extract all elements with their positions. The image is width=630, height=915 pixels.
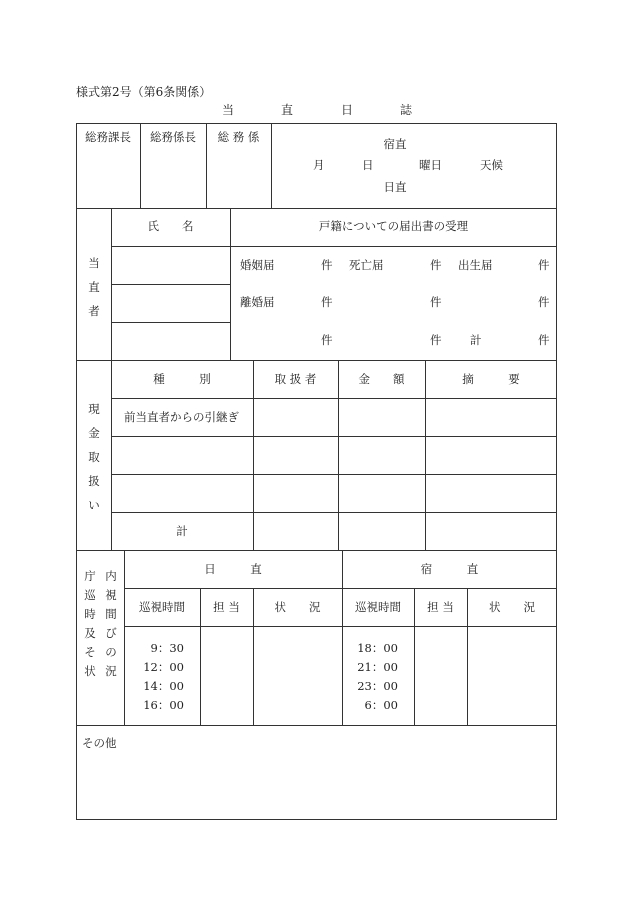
weekday-label: 曜日	[419, 158, 442, 172]
divider	[111, 398, 557, 399]
day-col-person: 担 当	[213, 600, 240, 614]
night-col-status: 状 況	[489, 600, 535, 614]
day-label: 日	[362, 158, 374, 172]
cash-col-amount: 金 額	[358, 372, 405, 386]
divider	[342, 550, 343, 725]
day-col-status: 状 況	[274, 600, 321, 614]
divider	[111, 360, 112, 550]
divider	[111, 436, 557, 437]
patrol-day-duty-header: 日 直	[204, 562, 262, 576]
koseki-total-label: 計	[470, 333, 482, 347]
divider	[124, 550, 125, 725]
night-duty-label: 宿直	[383, 137, 407, 151]
night-patrol-time: 18：00	[357, 641, 398, 655]
night-patrol-time: 23：00	[357, 679, 398, 693]
cash-total-label: 計	[176, 524, 188, 538]
divider	[425, 360, 426, 550]
duty-person-label: 当 直 者	[88, 256, 100, 318]
month-label: 月	[313, 158, 325, 172]
carryover-label: 前当直者からの引継ぎ	[124, 410, 239, 424]
count-unit: 件	[430, 333, 442, 347]
row-divider	[76, 360, 557, 361]
day-patrol-time: 12：00	[143, 660, 184, 674]
form-number: 様式第2号（第6条関係）	[76, 85, 212, 99]
cash-col-summary: 摘 要	[462, 372, 520, 386]
divider	[111, 512, 557, 513]
divorce-label: 離婚届	[240, 295, 275, 309]
count-unit: 件	[321, 295, 333, 309]
row-divider	[76, 550, 557, 551]
clerk-label: 総 務 係	[217, 130, 260, 144]
count-unit: 件	[430, 295, 442, 309]
day-col-time: 巡視時間	[139, 600, 185, 614]
title-char: 日	[341, 103, 354, 117]
night-col-person: 担 当	[427, 600, 454, 614]
count-unit: 件	[430, 258, 442, 272]
cash-col-type: 種 別	[153, 372, 211, 386]
title-char: 誌	[400, 103, 413, 117]
other-label: その他	[82, 736, 117, 750]
day-duty-label: 日直	[383, 180, 407, 194]
title-char: 直	[281, 103, 294, 117]
divider	[271, 123, 272, 208]
cash-col-handler: 取 扱 者	[274, 372, 317, 386]
birth-label: 出生届	[458, 258, 493, 272]
divider	[111, 246, 557, 247]
count-unit: 件	[538, 333, 550, 347]
divider	[111, 322, 230, 323]
patrol-label-right: 内 視 間 び の 況	[105, 569, 117, 678]
divider	[338, 360, 339, 550]
patrol-night-duty-header: 宿 直	[420, 562, 479, 576]
day-patrol-time: 14：00	[143, 679, 184, 693]
day-patrol-time: 9：30	[150, 641, 184, 655]
death-label: 死亡届	[349, 258, 384, 272]
count-unit: 件	[321, 333, 333, 347]
divider	[124, 588, 557, 589]
marriage-label: 婚姻届	[240, 258, 275, 272]
night-patrol-time: 21：00	[357, 660, 398, 674]
day-patrol-time: 16：00	[143, 698, 184, 712]
section-chief-label: 総務課長	[85, 130, 131, 144]
row-divider	[76, 725, 557, 726]
night-col-time: 巡視時間	[355, 600, 401, 614]
divider	[111, 474, 557, 475]
name-header: 氏 名	[147, 219, 194, 233]
subsection-chief-label: 総務係長	[150, 130, 196, 144]
title-char: 当	[222, 103, 235, 117]
koseki-header: 戸籍についての届出書の受理	[318, 219, 469, 233]
count-unit: 件	[538, 258, 550, 272]
divider	[253, 360, 254, 550]
divider	[124, 626, 557, 627]
row-divider	[76, 208, 557, 209]
weather-label: 天候	[480, 158, 503, 172]
divider	[111, 284, 230, 285]
count-unit: 件	[321, 258, 333, 272]
night-patrol-time: 6：00	[364, 698, 398, 712]
count-unit: 件	[538, 295, 550, 309]
cash-handling-label: 現 金 取 扱 い	[88, 402, 100, 512]
patrol-label-left: 庁 巡 時 及 そ 状	[84, 569, 96, 678]
